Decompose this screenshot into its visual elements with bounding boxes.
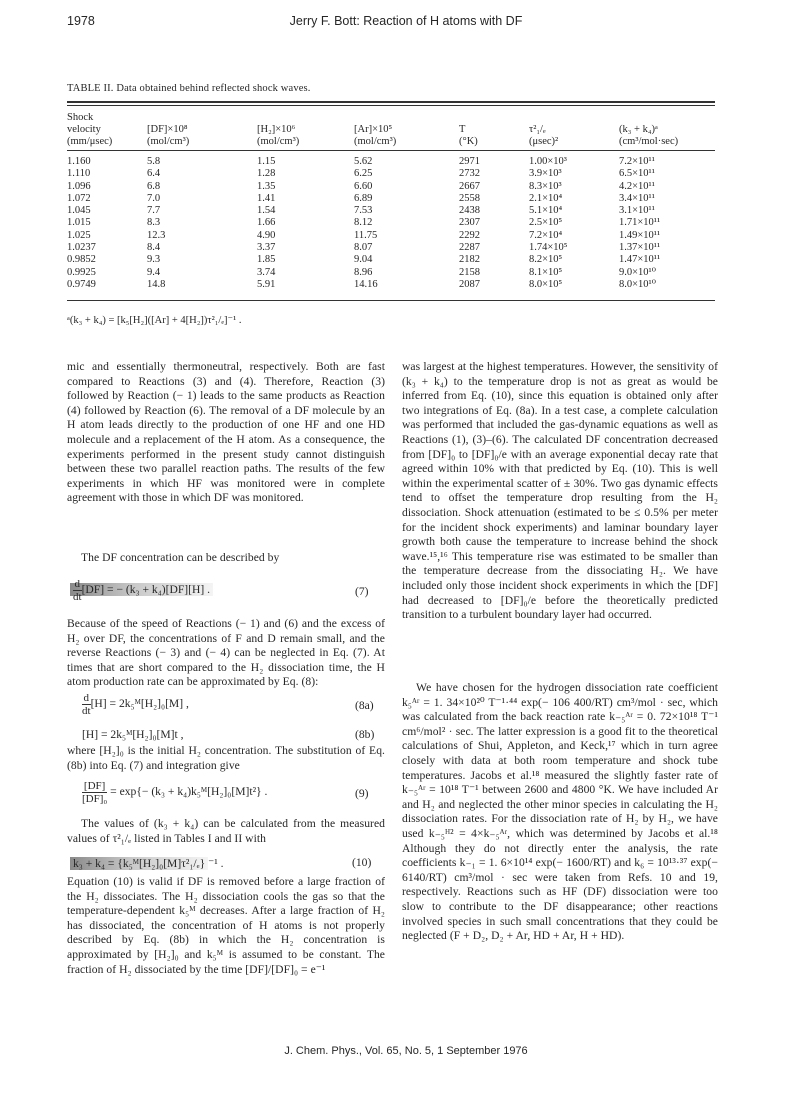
table-cell: 1.71×10¹¹ — [619, 217, 661, 229]
table-header-col-4 — [459, 112, 478, 149]
table-footnote: ᵃ(k₃ + k₄) = [k₅[H₂]([Ar] + 4[H₂])τ²₁/ₑ]⁻¹ . — [67, 315, 242, 326]
table-cell: 6.25 — [354, 168, 373, 180]
header-line — [619, 112, 678, 124]
table-cell: 1.025 — [67, 229, 91, 241]
table-rule-bottom — [67, 300, 715, 301]
table-cell: 2558 — [459, 192, 480, 204]
table-cell: 1.54 — [257, 205, 276, 217]
table-cell: 2.5×10⁵ — [529, 217, 563, 229]
table-rule-top — [67, 101, 715, 103]
table-cell: 2971 — [459, 156, 480, 167]
table-cell: 7.53 — [354, 205, 373, 217]
table-cell: 0.9925 — [67, 266, 96, 278]
table-cell: 1.41 — [257, 192, 276, 204]
table-cell: 8.12 — [354, 217, 373, 229]
table-cell: 6.60 — [354, 180, 373, 192]
table-cell: 14.8 — [147, 278, 166, 290]
table-header-col-3 — [354, 112, 396, 149]
equation-8b: [H] = 2k₅ᴹ[H₂]₀[M]t , — [82, 728, 184, 741]
table-cell: 5.91 — [257, 278, 276, 290]
table-cell: 8.2×10⁵ — [529, 254, 563, 266]
table-cell: 1.072 — [67, 192, 91, 204]
table-cell: 8.3 — [147, 217, 161, 229]
table-cell: 4.90 — [257, 229, 276, 241]
header-line: (°K) — [459, 136, 478, 148]
table-rule-top-inner — [67, 105, 715, 106]
table-column-0 — [67, 156, 96, 291]
table-cell: 11.75 — [354, 229, 378, 241]
table-column-4 — [459, 156, 480, 291]
table-header-col-6 — [619, 112, 678, 149]
table-cell: 1.096 — [67, 180, 91, 192]
table-cell: 6.8 — [147, 180, 161, 192]
table-column-2 — [257, 156, 275, 291]
header-line: T — [459, 124, 466, 136]
table-cell: 1.35 — [257, 180, 276, 192]
table-cell: 7.0 — [147, 192, 161, 204]
equation-7: $\frac{d}{dt}$ [DF] = − (k₃ + k₄)[DF][H] . — [70, 578, 213, 603]
table-cell: 2667 — [459, 180, 480, 192]
header-line: Shock — [67, 112, 94, 123]
header-line: (mol/cm³) — [147, 136, 190, 148]
table-cell: 9.4 — [147, 266, 161, 278]
header-line: (cm³/mol·sec) — [619, 136, 679, 148]
table-cell: 3.37 — [257, 242, 276, 254]
equation-9-number: (9) — [355, 787, 369, 800]
table-header-col-1 — [147, 112, 189, 149]
table-cell: 1.85 — [257, 254, 276, 266]
table-column-5 — [529, 156, 567, 291]
left-paragraph-2: The DF concentration can be described by — [81, 551, 280, 564]
table-cell: 7.2×10¹¹ — [619, 156, 655, 167]
header-line — [147, 112, 189, 124]
table-cell: 0.9749 — [67, 278, 96, 290]
table-cell: 8.96 — [354, 266, 373, 278]
table-cell: 6.5×10¹¹ — [619, 168, 655, 180]
table-cell: 2087 — [459, 278, 480, 290]
table-cell: 2287 — [459, 242, 480, 254]
table-cell: 1.37×10¹¹ — [619, 242, 661, 254]
table-column-6 — [619, 156, 660, 291]
right-paragraph-1: was largest at the highest temperatures. However, the sensitivity of (k₃ + k₄) to the temperature drop is not as great as would be inferred from Eq. (10), since this equation is obtained only after two integrations of Eq. (8a). In a test case, a complete calculation was performed that included the gas-dynamic equations as well as Reactions (1), (3)–(6). The calculated DF concentration decreased from [DF]₀ to [DF]₀/e with an average exponential decay rate that agreed within 10% with that predicted by Eq. (10). This is well within the experimental scatter of ± 30%. Two gas dynamic effects tend to offset the temperature drop resulting from the H₂ dissociation. Shock attenuation (estimated to be ≤ 0.5% per meter for the incident shock experiments) and laminar boundary layer growth both cause the temperature to increase behind the shock wave.¹⁵,¹⁶ This temperature rise was estimated to be smaller than the temperature decrease from the dissociating H₂. We have included only those incident shock experiments in which the [DF] had decreased to [DF]₀/e before the theoretically predicted transition to a turbulent boundary layer had occurred. — [402, 360, 718, 622]
table-cell: 12.3 — [147, 229, 166, 241]
running-title: Jerry F. Bott: Reaction of H atoms with DF — [289, 14, 523, 28]
header-line — [459, 112, 478, 124]
left-paragraph-3: Because of the speed of Reactions (− 1) and (6) and the excess of H₂ over DF, the concentrations of F and D remain small, and the reverse Reactions (− 3) and (− 4) can be neglected in Eq. (7). At times that are short compared to the H₂ dissociation time, the H atom production rate can be approximated by Eq. (8): — [67, 617, 385, 689]
header-line: (k₃ + k₄)ᵃ — [619, 124, 658, 136]
header-line: τ²₁/ₑ — [529, 124, 546, 136]
table-cell: 1.160 — [67, 156, 91, 167]
table-caption: TABLE II. Data obtained behind reflected shock waves. — [67, 83, 311, 94]
equation-8a: $\frac{d}{dt}$ [H] = 2k₅ᴹ[H₂]₀[M] , — [82, 692, 189, 717]
table-cell: 0.9852 — [67, 254, 96, 266]
table-cell: 2438 — [459, 205, 480, 217]
header-line — [354, 112, 396, 124]
header-line: velocity — [67, 124, 101, 136]
left-paragraph-4: where [H₂]₀ is the initial H₂ concentration. The substitution of Eq. (8b) into Eq. (7) and integration give — [67, 744, 385, 772]
table-header-col-5 — [529, 112, 558, 149]
table-column-1 — [147, 156, 165, 291]
page-number: 1978 — [67, 14, 95, 28]
table-header-col-2 — [257, 112, 299, 149]
table-cell: 1.00×10³ — [529, 156, 567, 167]
header-line: [DF]×10⁸ — [147, 124, 188, 136]
header-line: (mol/cm³) — [257, 136, 300, 148]
equation-10: k₃ + k₄ = {k₅ᴹ[H₂]₀[M]τ²₁/ₑ} ⁻¹ . — [70, 856, 224, 870]
table-cell: 1.15 — [257, 156, 276, 167]
table-cell: 3.4×10¹¹ — [619, 192, 655, 204]
left-paragraph-6: Equation (10) is valid if DF is removed before a large fraction of the H₂ dissociates. The H₂ dissociation cools the gas so that the temperature-dependent k₅ᴹ decreases. After a large fraction of H₂ has dissociated, the concentration of H atoms is not properly described by Eq. (8b) in which the H₂ concentration is approximated by [H₂]₀ and k₅ᴹ is assumed to be constant. The fraction of H₂ dissociated by the time [DF]/[DF]₀ = e⁻¹ — [67, 875, 385, 976]
table-cell: 9.04 — [354, 254, 373, 266]
table-cell: 8.0×10⁵ — [529, 278, 563, 290]
journal-citation: J. Chem. Phys., Vol. 65, No. 5, 1 September 1976 — [284, 1045, 528, 1057]
table-cell: 2182 — [459, 254, 480, 266]
table-column-3 — [354, 156, 378, 291]
table-cell: 7.7 — [147, 205, 161, 217]
left-paragraph-1: mic and essentially thermoneutral, respectively. Both are fast compared to Reactions (3) and (4). Therefore, Reaction (3) followed by Reaction (− 1) leads to the same products as Reaction (4) followed by Reaction (6). The removal of a DF molecule by an H atom leads directly to the production of one HF and one HD molecule and a replacement of the H atom. As a consequence, the experiments performed in the present study cannot distinguish between these two parallel reaction paths. The results of the few experiments in which HF was monitored were in complete agreement with those in which DF was monitored. — [67, 360, 385, 505]
header-line: [H₂]×10⁶ — [257, 124, 296, 136]
table-cell: 8.3×10³ — [529, 180, 562, 192]
header-line: [Ar]×10⁵ — [354, 124, 393, 136]
table-cell: 1.045 — [67, 205, 91, 217]
table-cell: 7.2×10⁴ — [529, 229, 563, 241]
table-cell: 8.07 — [354, 242, 373, 254]
table-cell: 14.16 — [354, 278, 378, 290]
table-cell: 1.66 — [257, 217, 276, 229]
table-cell: 1.49×10¹¹ — [619, 229, 661, 241]
table-cell: 9.0×10¹⁰ — [619, 266, 656, 278]
table-cell: 1.0237 — [67, 242, 96, 254]
table-header-col-0 — [67, 112, 112, 149]
table-cell: 4.2×10¹¹ — [619, 180, 655, 192]
table-cell: 6.4 — [147, 168, 161, 180]
table-cell: 1.74×10⁵ — [529, 242, 568, 254]
table-cell: 1.47×10¹¹ — [619, 254, 661, 266]
table-cell: 1.015 — [67, 217, 91, 229]
table-cell: 3.1×10¹¹ — [619, 205, 655, 217]
table-cell: 2292 — [459, 229, 480, 241]
table-cell: 2158 — [459, 266, 480, 278]
equation-10-number: (10) — [352, 856, 372, 869]
header-line: (mm/μsec) — [67, 136, 113, 148]
table-cell: 5.8 — [147, 156, 161, 167]
table-rule-header — [67, 150, 715, 151]
table-cell: 8.4 — [147, 242, 161, 254]
table-cell: 5.62 — [354, 156, 373, 167]
table-cell: 2.1×10⁴ — [529, 192, 563, 204]
table-cell: 9.3 — [147, 254, 161, 266]
table-cell: 3.74 — [257, 266, 276, 278]
header-line: (μsec)² — [529, 136, 559, 148]
equation-9: $\frac{[DF]}{\text{[DF]₀}}$ = exp{− (k₃ + k₄)k₅ᴹ[H₂]₀[M]t²} . — [82, 780, 268, 805]
table-cell: 8.1×10⁵ — [529, 266, 563, 278]
table-cell: 6.89 — [354, 192, 373, 204]
table-cell: 2307 — [459, 217, 480, 229]
equation-8a-number: (8a) — [355, 699, 374, 712]
right-paragraph-2: We have chosen for the hydrogen dissociation rate coefficient k₅ᴬʳ = 1. 34×10²⁰ T⁻¹·⁴⁴ exp(− 106 400/RT) cm³/mol · sec, which was calculated from the back reaction rate k₋₅ᴬʳ = 0. 72×10¹⁸ T⁻¹ cm⁶/mol² · sec. The latter expression is a good fit to the theoretical calculations of Shui, Appleton, and Keck,¹⁷ which in turn agree closely with data at both room temperature and shock tube temperatures. Jacobs et al.¹⁸ measured the slightly faster rate of k₋₅ᴬʳ = 10¹⁸ T⁻¹ between 2600 and 4800 °K. We have included Ar and H₂ and neglected the other minor species in calculating the H₂ dissociation rates. For the dissociation rate of H₂ by H₂, we have used k₋₅ᴴ² = 4×k₋₅ᴬʳ, which was determined by Jacobs et al.¹⁸ Although they do not directly enter the analysis, the rate coefficients k₋₁ = 1. 6×10¹⁴ exp(− 1600/RT) and k₆ = 10¹³·³⁷ exp(− 6140/RT) cm³/mol · sec were taken from Refs. 10 and 19, respectively. Reactions such as HF (DF) dissociation were too slow to contribute to the DF disappearance; other reactions involved species in such small concentrations that they could be neglected (F + D₂, D₂ + Ar, HD + Ar, H + HD). — [402, 681, 718, 943]
header-line — [529, 112, 558, 124]
header-line — [257, 112, 299, 124]
equation-7-number: (7) — [355, 585, 369, 598]
equation-8b-number: (8b) — [355, 728, 375, 741]
table-cell: 2732 — [459, 168, 480, 180]
left-paragraph-5: The values of (k₃ + k₄) can be calculated from the measured values of τ²₁/ₑ listed in Tables I and II with — [67, 817, 385, 845]
table-cell: 5.1×10⁴ — [529, 205, 563, 217]
header-line: (mol/cm³) — [354, 136, 397, 148]
table-cell: 3.9×10³ — [529, 168, 562, 180]
table-cell: 8.0×10¹⁰ — [619, 278, 656, 290]
table-cell: 1.28 — [257, 168, 276, 180]
table-cell: 1.110 — [67, 168, 91, 180]
